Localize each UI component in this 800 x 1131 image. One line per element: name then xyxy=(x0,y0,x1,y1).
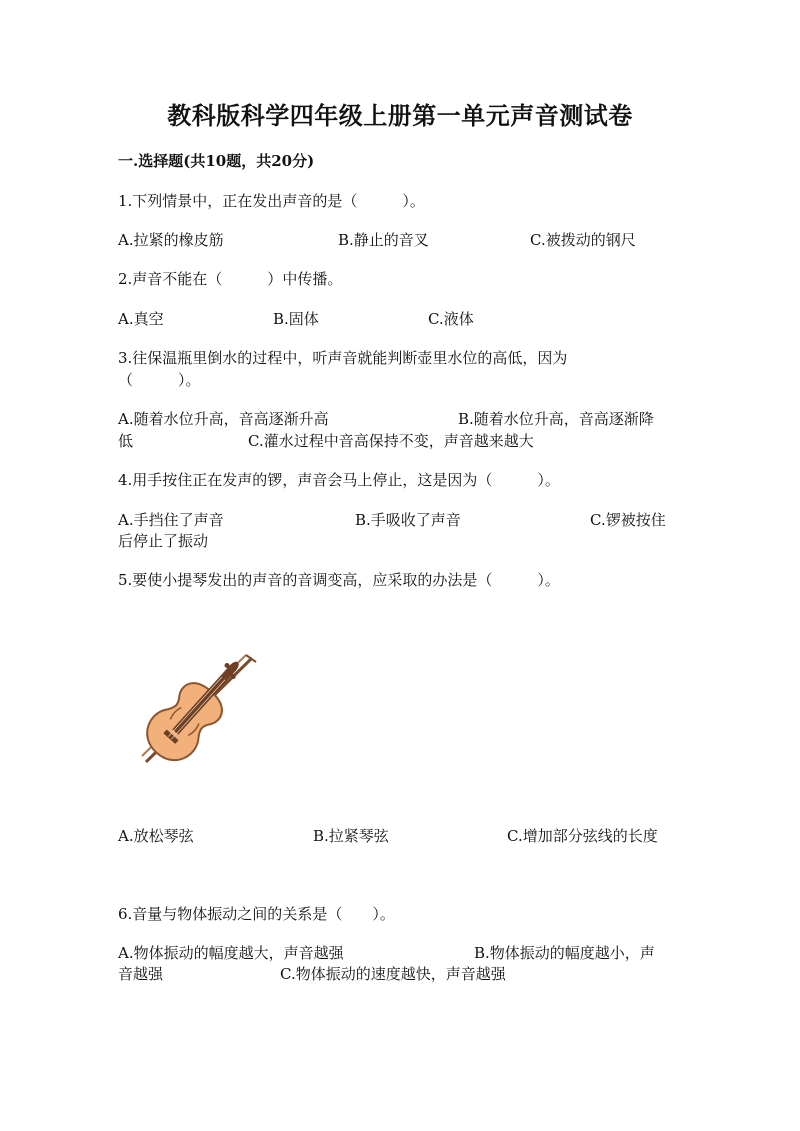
question-1-option-b: B.静止的音叉 xyxy=(338,231,429,249)
page-title: 教科版科学四年级上册第一单元声音测试卷 xyxy=(167,101,633,130)
question-1-option-c: C.被拨动的钢尺 xyxy=(530,231,636,249)
question-3-option-b-part-1: B.随着水位升高，音高逐渐降 xyxy=(458,410,654,428)
question-5-stem: 5.要使小提琴发出的声音的音调变高，应采取的办法是（ ）。 xyxy=(118,571,560,589)
question-6-option-b-part-2: 音越强 xyxy=(118,965,164,983)
question-6-option-a: A.物体振动的幅度越大，声音越强 xyxy=(118,944,344,962)
question-5-option-c: C.增加部分弦线的长度 xyxy=(507,827,658,845)
question-2-option-c: C.液体 xyxy=(428,310,474,328)
question-4-option-c-part-2: 后停止了振动 xyxy=(118,532,209,550)
section-heading: 一.选择题(共10题，共20分) xyxy=(118,152,315,170)
question-3-option-b-part-2: 低 xyxy=(118,432,134,450)
question-3-stem-line-1: 3.往保温瓶里倒水的过程中，听声音就能判断壶里水位的高低，因为 xyxy=(118,349,568,367)
question-1-stem: 1.下列情景中，正在发出声音的是（ ）。 xyxy=(118,192,425,210)
question-6-option-b-part-1: B.物体振动的幅度越小，声 xyxy=(474,944,655,962)
question-5-option-b: B.拉紧琴弦 xyxy=(313,827,389,845)
question-4-stem: 4.用手按住正在发声的锣，声音会马上停止，这是因为（ ）。 xyxy=(118,471,560,489)
question-4-option-c-part-1: C.锣被按住 xyxy=(590,511,666,529)
question-3-stem-line-2: （ ）。 xyxy=(118,371,201,389)
question-3-option-c: C.灌水过程中音高保持不变，声音越来越大 xyxy=(248,432,534,450)
question-5-option-a: A.放松琴弦 xyxy=(118,827,194,845)
question-2-option-a: A.真空 xyxy=(118,310,164,328)
violin-image xyxy=(118,622,268,772)
question-2-stem: 2.声音不能在（ ）中传播。 xyxy=(118,270,343,288)
question-6-option-c: C.物体振动的速度越快，声音越强 xyxy=(280,965,506,983)
question-4-option-b: B.手吸收了声音 xyxy=(355,511,461,529)
question-6-stem: 6.音量与物体振动之间的关系是（ ）。 xyxy=(118,905,395,923)
question-4-option-a: A.手挡住了声音 xyxy=(118,511,224,529)
question-3-option-a: A.随着水位升高，音高逐渐升高 xyxy=(118,410,329,428)
question-2-option-b: B.固体 xyxy=(273,310,319,328)
question-1-option-a: A.拉紧的橡皮筋 xyxy=(118,231,224,249)
